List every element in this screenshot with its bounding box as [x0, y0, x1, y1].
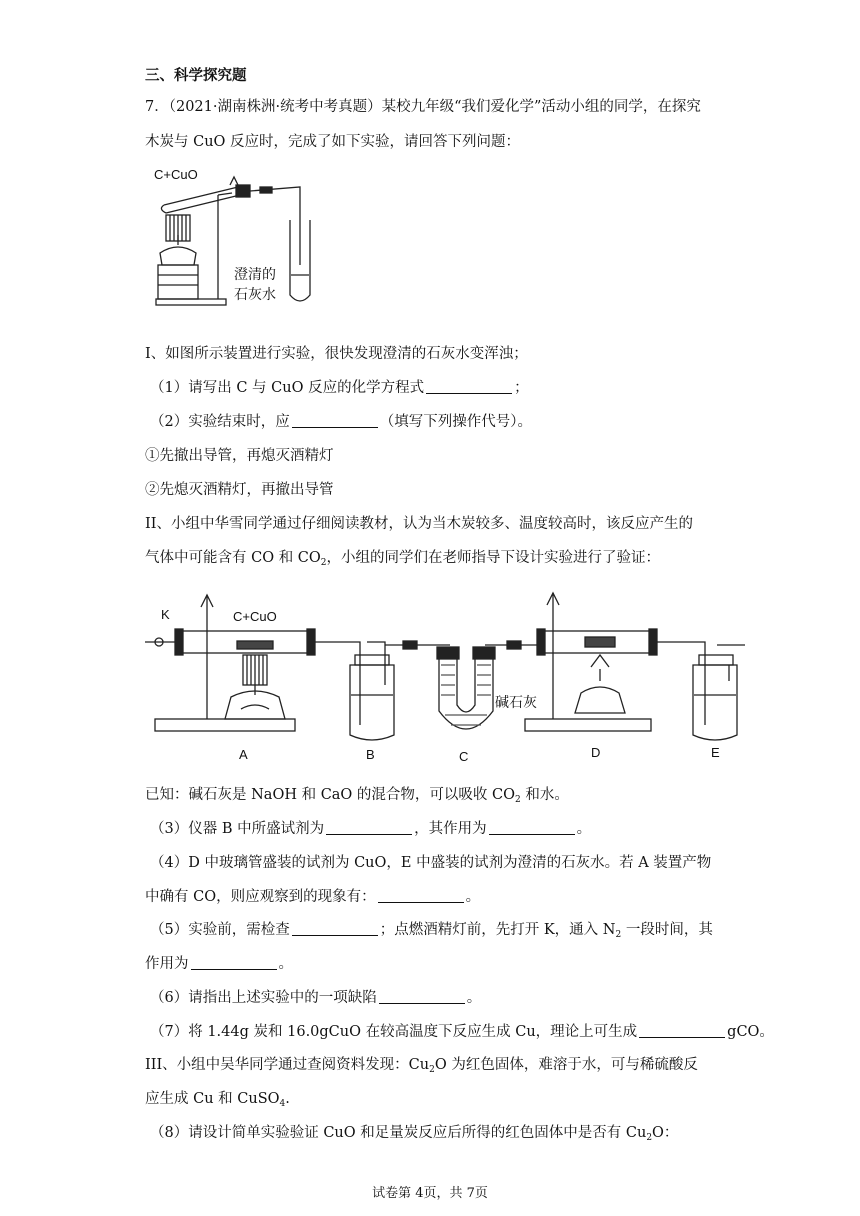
q4-line1: （4）D 中玻璃管盛装的试剂为 CuO，E 中盛装的试剂为澄清的石灰水。若 A 装置产物 [150, 855, 712, 871]
q5-line2a: 作用为 [145, 956, 189, 972]
q6 [150, 988, 481, 1008]
q3-c: 。 [576, 821, 592, 837]
part3-line1 [145, 1055, 698, 1080]
q5-line2b: 。 [278, 956, 293, 972]
q2 [150, 412, 532, 432]
part1-intro: I、如图所示装置进行实验，很快发现澄清的石灰水变浑浊； [145, 346, 528, 362]
label-k: K [161, 607, 170, 622]
q4-line2a: 中确有 CO，则应观察到的现象有： [145, 889, 376, 905]
question-source: （2021·湖南株洲·统考中考真题） [168, 99, 382, 115]
q4-line2b: 。 [465, 889, 481, 905]
label-b: B [366, 747, 375, 762]
q5-b: ；点燃酒精灯前，先打开 K，通入 N [379, 922, 616, 938]
page-footer: 试卷第 4页，共 7页 [372, 1186, 488, 1201]
figure1-water-label-2: 石灰水 [234, 286, 276, 302]
q1-end: ； [514, 380, 529, 396]
answer-blank [489, 820, 575, 835]
apparatus-b [350, 655, 394, 740]
figure1-water-label-1: 澄清的 [234, 266, 276, 282]
part2-text-b: ，小组的同学们在老师指导下设计实验进行了验证： [326, 550, 661, 566]
q1-text: （1）请写出 C 与 CuO 反应的化学方程式 [150, 380, 425, 396]
answer-blank [639, 1023, 725, 1038]
part3-line1a: III、小组中吴华同学通过查阅资料发现：Cu [145, 1057, 430, 1073]
option-1: ①先撤出导管，再熄灭酒精灯 [145, 448, 334, 464]
question-number: 7． [145, 99, 169, 115]
subscript: 2 [615, 930, 622, 940]
q8-b: O： [652, 1125, 679, 1141]
delivery-tube [250, 187, 300, 265]
part2-text-a: 气体中可能含有 CO 和 CO [145, 550, 321, 566]
stand-base [156, 299, 226, 305]
apparatus-e [693, 655, 737, 740]
part3-line2b: . [285, 1091, 290, 1107]
question-intro-line2: 木炭与 CuO 反应时，完成了如下实验，请回答下列问题： [145, 134, 521, 150]
figure1-reagent-label: C+CuO [154, 167, 198, 182]
part3-line1b: O 为红色固体，难溶于水，可与稀硫酸反 [434, 1057, 698, 1073]
alcohol-lamp [160, 247, 196, 265]
figure2-reagent-label: C+CuO [233, 609, 277, 624]
answer-blank [378, 888, 464, 903]
part2-intro-line1: II、小组中华雪同学通过仔细阅读教材，认为当木炭较多、温度较高时，该反应产生的 [145, 516, 693, 532]
q8-a: （8）请设计简单实验验证 CuO 和足量炭反应后所得的红色固体中是否有 Cu [150, 1125, 647, 1141]
apparatus-a [145, 595, 315, 731]
part3-line2a: 应生成 Cu 和 CuSO [145, 1091, 280, 1107]
figure1-apparatus [148, 165, 338, 315]
q5-a: （5）实验前，需检查 [150, 922, 290, 938]
label-d: D [591, 745, 601, 760]
q3-a: （3）仪器 B 中所盛试剂为 [150, 821, 325, 837]
q4-line2 [145, 887, 480, 907]
part2-intro-line2 [145, 548, 660, 573]
q2-text: （2）实验结束时，应 [150, 414, 290, 430]
q5-line2 [145, 954, 293, 974]
q7 [150, 1022, 774, 1042]
apparatus-c [437, 647, 495, 729]
subscript: 2 [320, 558, 327, 568]
question-intro-text: 某校九年级“我们爱化学”活动小组的同学，在探究 [381, 99, 701, 115]
subscript: 2 [429, 1065, 435, 1075]
q6-b: 。 [466, 990, 482, 1006]
q3-b: ，其作用为 [414, 821, 487, 837]
q3 [150, 819, 591, 839]
figure2-apparatus [145, 585, 745, 770]
q7-b: gCO。 [727, 1024, 774, 1040]
apparatus-d [525, 593, 657, 731]
wooden-block [158, 265, 198, 299]
answer-blank [426, 379, 512, 394]
answer-blank [326, 820, 412, 835]
label-c: C [459, 749, 469, 764]
part3-line2 [145, 1089, 290, 1114]
subscript: 4 [279, 1099, 286, 1109]
q7-a: （7）将 1.44g 炭和 16.0gCuO 在较高温度下反应生成 Cu，理论上可生成 [150, 1024, 638, 1040]
known-a: 已知：碱石灰是 NaOH 和 CaO 的混合物，可以吸收 CO [145, 787, 516, 803]
q8 [150, 1123, 678, 1148]
q5-c: 一段时间，其 [621, 922, 713, 938]
answer-blank [191, 955, 277, 970]
section-title: 三、科学探究题 [145, 67, 247, 84]
label-a: A [239, 747, 248, 762]
answer-blank [292, 921, 378, 936]
answer-blank [292, 413, 378, 428]
label-e: E [711, 745, 720, 760]
question-intro-line1 [145, 97, 701, 117]
reaction-test-tube [164, 187, 240, 213]
known-text [145, 785, 569, 810]
known-b: 和水。 [520, 787, 569, 803]
q2-end: （填写下列操作代号）。 [379, 414, 532, 430]
q5-line1 [150, 920, 713, 945]
option-2: ②先熄灭酒精灯，再撤出导管 [145, 482, 334, 498]
subscript: 2 [515, 795, 521, 805]
label-soda-lime: 碱石灰 [495, 694, 537, 710]
subscript: 2 [646, 1133, 653, 1143]
q1 [150, 378, 529, 398]
q6-a: （6）请指出上述实验中的一项缺陷 [150, 990, 377, 1006]
answer-blank [379, 989, 465, 1004]
